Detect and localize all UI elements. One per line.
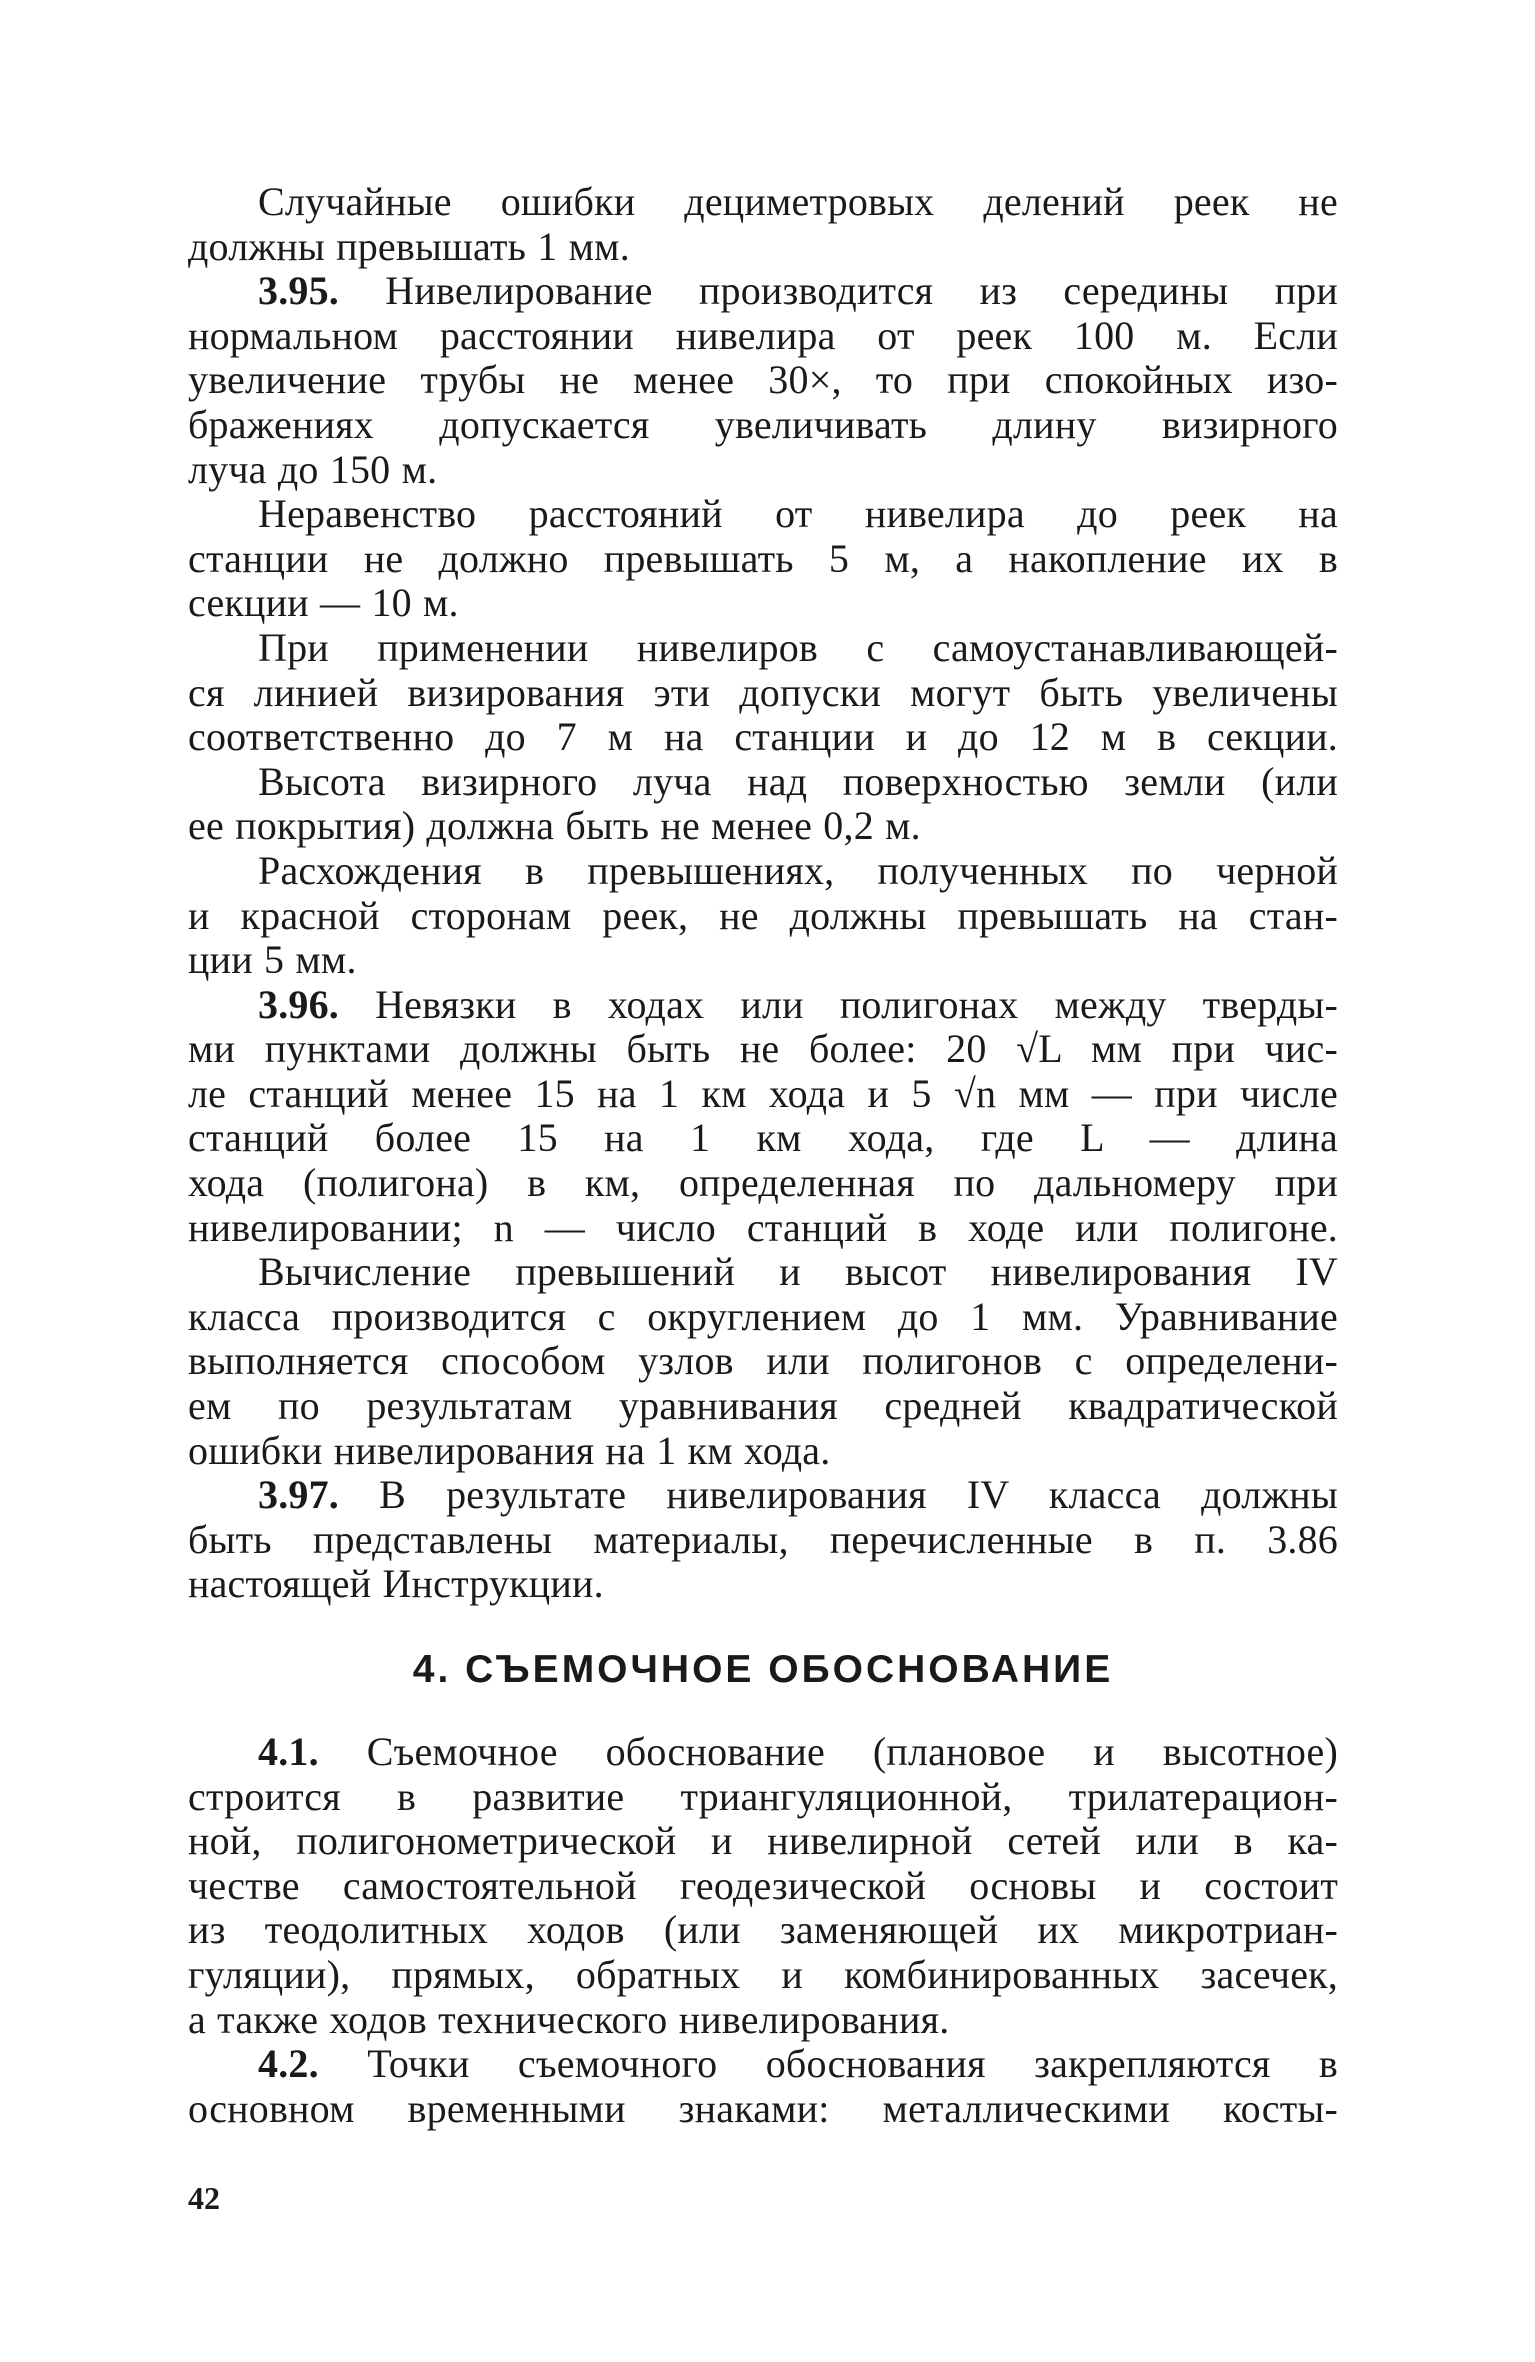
text-line: ее покрытия) должна быть не менее 0,2 м.	[188, 803, 921, 849]
text-line: а также ходов технического нивелирования.	[188, 1996, 950, 2042]
text-line: хода (полигона) в км, определенная по дальномеру при	[188, 1161, 1338, 1206]
text-line: ле станций менее 15 на 1 км хода и 5 √n мм — при числе	[188, 1071, 1338, 1116]
text-line: должны превышать 1 мм.	[188, 223, 630, 269]
paragraph-4-1-line: 4.1. Съемочное обоснование (плановое и высотное)	[258, 1730, 1338, 1774]
section-4-heading: 4. СЪЕМОЧНОЕ ОБОСНОВАНИЕ	[412, 1648, 1114, 1691]
text-line: ной, полигонометрической и нивелирной сетей или в ка-	[188, 1819, 1338, 1864]
page-number: 42	[188, 2180, 220, 2216]
text-line: основном временными знаками: металлическими косты-	[188, 2086, 1338, 2131]
text-line: При применении нивелиров с самоустанавливающей-	[258, 625, 1338, 670]
text-line: из теодолитных ходов (или заменяющей их микротриан-	[188, 1908, 1338, 1953]
text-line: ми пунктами должны быть не более: 20 √L мм при чис-	[188, 1027, 1338, 1072]
text-line: ции 5 мм.	[188, 937, 357, 983]
text-line: честве самостоятельной геодезической основы и состоит	[188, 1863, 1338, 1908]
text-line: луча до 150 м.	[188, 446, 438, 492]
text-line: настоящей Инструкции.	[188, 1561, 604, 1607]
text-line: нормальном расстоянии нивелира от реек 100 м. Если	[188, 313, 1338, 358]
paragraph-3-95-line: 3.95. Нивелирование производится из середины при	[258, 269, 1338, 314]
text-line: Расхождения в превышениях, полученных по черной	[258, 848, 1338, 893]
text-line: гуляции), прямых, обратных и комбинированных засечек,	[188, 1952, 1338, 1997]
section-4-text	[188, 1730, 1338, 2131]
text-line: станций более 15 на 1 км хода, где L — длина	[188, 1116, 1338, 1161]
text-line: соответственно до 7 м на станции и до 12 м в секции.	[188, 715, 1338, 760]
text-line: увеличение трубы не менее 30×, то при спокойных изо-	[188, 358, 1338, 403]
text-line: Вычисление превышений и высот нивелирования IV	[258, 1250, 1338, 1295]
text-line: станции не должно превышать 5 м, а накопление их в	[188, 536, 1338, 581]
text-line: и красной сторонам реек, не должны превышать на стан-	[188, 893, 1338, 938]
text-line: Неравенство расстояний от нивелира до реек на	[258, 492, 1338, 537]
text-line: класса производится с округлением до 1 мм. Уравнивание	[188, 1294, 1338, 1339]
text-line: выполняется способом узлов или полигонов с определени-	[188, 1339, 1338, 1384]
text-line: бражениях допускается увеличивать длину визирного	[188, 402, 1338, 447]
paragraph-3-97-line: 3.97. В результате нивелирования IV класса должны	[258, 1473, 1338, 1518]
text-line: строится в развитие триангуляционной, трилатерацион-	[188, 1774, 1338, 1819]
text-line: Высота визирного луча над поверхностью земли (или	[258, 759, 1338, 804]
section-3-text	[188, 180, 1338, 1607]
paragraph-4-2-line: 4.2. Точки съемочного обоснования закрепляются в	[258, 2042, 1338, 2087]
text-line: быть представлены материалы, перечисленные в п. 3.86	[188, 1517, 1338, 1562]
text-line: секции — 10 м.	[188, 580, 459, 626]
text-line: ся линией визирования эти допуски могут быть увеличены	[188, 670, 1338, 715]
paragraph-3-96-line: 3.96. Невязки в ходах или полигонах между тверды-	[258, 982, 1338, 1027]
text-line: Случайные ошибки дециметровых делений реек не	[258, 180, 1338, 224]
text-line: ем по результатам уравнивания средней квадратической	[188, 1384, 1338, 1429]
text-line: нивелировании; n — число станций в ходе или полигоне.	[188, 1205, 1338, 1250]
text-line: ошибки нивелирования на 1 км хода.	[188, 1427, 831, 1473]
